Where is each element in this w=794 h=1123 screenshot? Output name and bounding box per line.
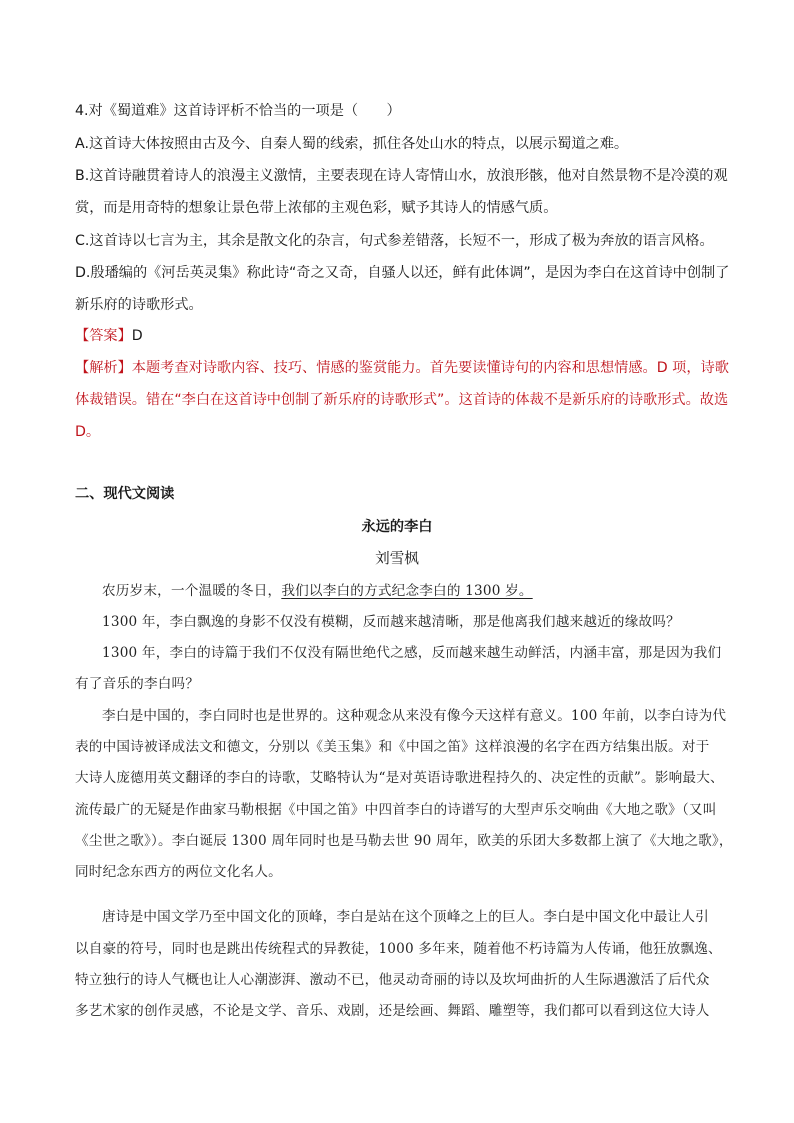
option-d-line-1: D.殷璠编的《河岳英灵集》称此诗“奇之又奇，自骚人以还，鲜有此体调”，是因为李白在这首诗中创制了 xyxy=(75,265,730,281)
article-author: 刘雪枫 xyxy=(375,550,419,567)
analysis-line-2: 体裁错误。错在“李白在这首诗中创制了新乐府的诗歌形式”。这首诗的体裁不是新乐府的诗歌形式。故选 xyxy=(75,392,729,408)
analysis-line-1 xyxy=(75,358,729,378)
paragraph-4-line-5: 《尘世之歌》）。李白诞辰 1300 周年同时也是马勒去世 90 周年，欧美的乐团大多数都上演了《大地之歌》， xyxy=(75,833,733,849)
option-d-line-2: 新乐府的诗歌形式。 xyxy=(75,297,203,313)
paragraph-5-line-1: 唐诗是中国文学乃至中国文化的顶峰，李白是站在这个顶峰之上的巨人。李白是中国文化中最让人引 xyxy=(102,909,709,925)
option-c: C.这首诗以七言为主，其余是散文化的杂言，句式参差错落，长短不一，形成了极为奔放的语言风格。 xyxy=(75,233,714,249)
paragraph-4-line-3: 大诗人庞德用英文翻译的李白的诗歌，艾略特认为“是对英语诗歌进程持久的、决定性的贡献”。影响最大、 xyxy=(75,770,724,786)
analysis-text-1: 本题考查对诗歌内容、技巧、情感的鉴赏能力。首先要读懂诗句的内容和思想情感。D 项，诗歌 xyxy=(131,360,729,376)
paragraph-4-line-1: 李白是中国的，李白同时也是世界的。这种观念从来没有像今天这样有意义。100 年前，以李白诗为代 xyxy=(102,708,727,724)
paragraph-3-line-2: 有了音乐的李白吗？ xyxy=(75,676,200,692)
answer-line xyxy=(75,326,143,346)
paragraph-1-underlined: 我们以李白的方式纪念李白的 1300 岁。 xyxy=(281,583,533,599)
paragraph-5-line-4: 多艺术家的创作灵感，不论是文学、音乐、戏剧，还是绘画、舞蹈、雕塑等，我们都可以看到这位大诗人 xyxy=(75,1003,710,1019)
answer-label: 【答案】 xyxy=(75,328,132,344)
paragraph-1-text: 农历岁末，一个温暖的冬日， xyxy=(102,583,282,599)
paragraph-5-line-2: 以自豪的符号，同时也是跳出传统程式的异教徒，1000 多年来，随着他不朽诗篇为人传诵，他狂放飘逸、 xyxy=(75,941,722,957)
paragraph-1 xyxy=(102,581,533,601)
paragraph-2: 1300 年，李白飘逸的身影不仅没有模糊，反而越来越清晰，那是他离我们越来越近的缘故吗？ xyxy=(102,614,680,630)
article-title: 永远的李白 xyxy=(361,519,433,535)
option-b-line-1: B.这首诗融贯着诗人的浪漫主义激情，主要表现在诗人寄情山水，放浪形骸，他对自然景物不是冷漠的观 xyxy=(75,168,728,184)
paragraph-5-line-3: 特立独行的诗人气概也让人心潮澎湃、激动不已，他灵动奇丽的诗以及坎坷曲折的人生际遇激活了后代众 xyxy=(75,972,710,988)
question-stem: 4.对《蜀道难》这首诗评析不恰当的一项是（ ） xyxy=(75,103,401,119)
paragraph-4-line-2: 表的中国诗被译成法文和德文，分别以《美玉集》和《中国之笛》这样浪漫的名字在西方结集出版。对于 xyxy=(75,739,710,755)
analysis-label: 【解析】 xyxy=(75,360,132,376)
answer-value: D xyxy=(131,328,143,344)
paragraph-4-line-4: 流传最广的无疑是作曲家马勒根据《中国之笛》中四首李白的诗谱写的大型声乐交响曲《大地之歌》（又叫 xyxy=(75,802,717,818)
analysis-line-3: D。 xyxy=(75,424,101,440)
paragraph-4-line-6: 同时纪念东西方的两位文化名人。 xyxy=(75,864,282,880)
paragraph-3-line-1: 1300 年，李白的诗篇于我们不仅没有隔世绝代之感，反而越来越生动鲜活，内涵丰富，那是因为我们 xyxy=(102,645,722,661)
option-b-line-2: 赏，而是用奇特的想象让景色带上浓郁的主观色彩，赋予其诗人的情感气质。 xyxy=(75,200,558,216)
option-a: A.这首诗大体按照由古及今、自秦人蜀的线索，抓住各处山水的特点，以展示蜀道之难。 xyxy=(75,136,629,152)
section-heading: 二、现代文阅读 xyxy=(75,486,175,502)
